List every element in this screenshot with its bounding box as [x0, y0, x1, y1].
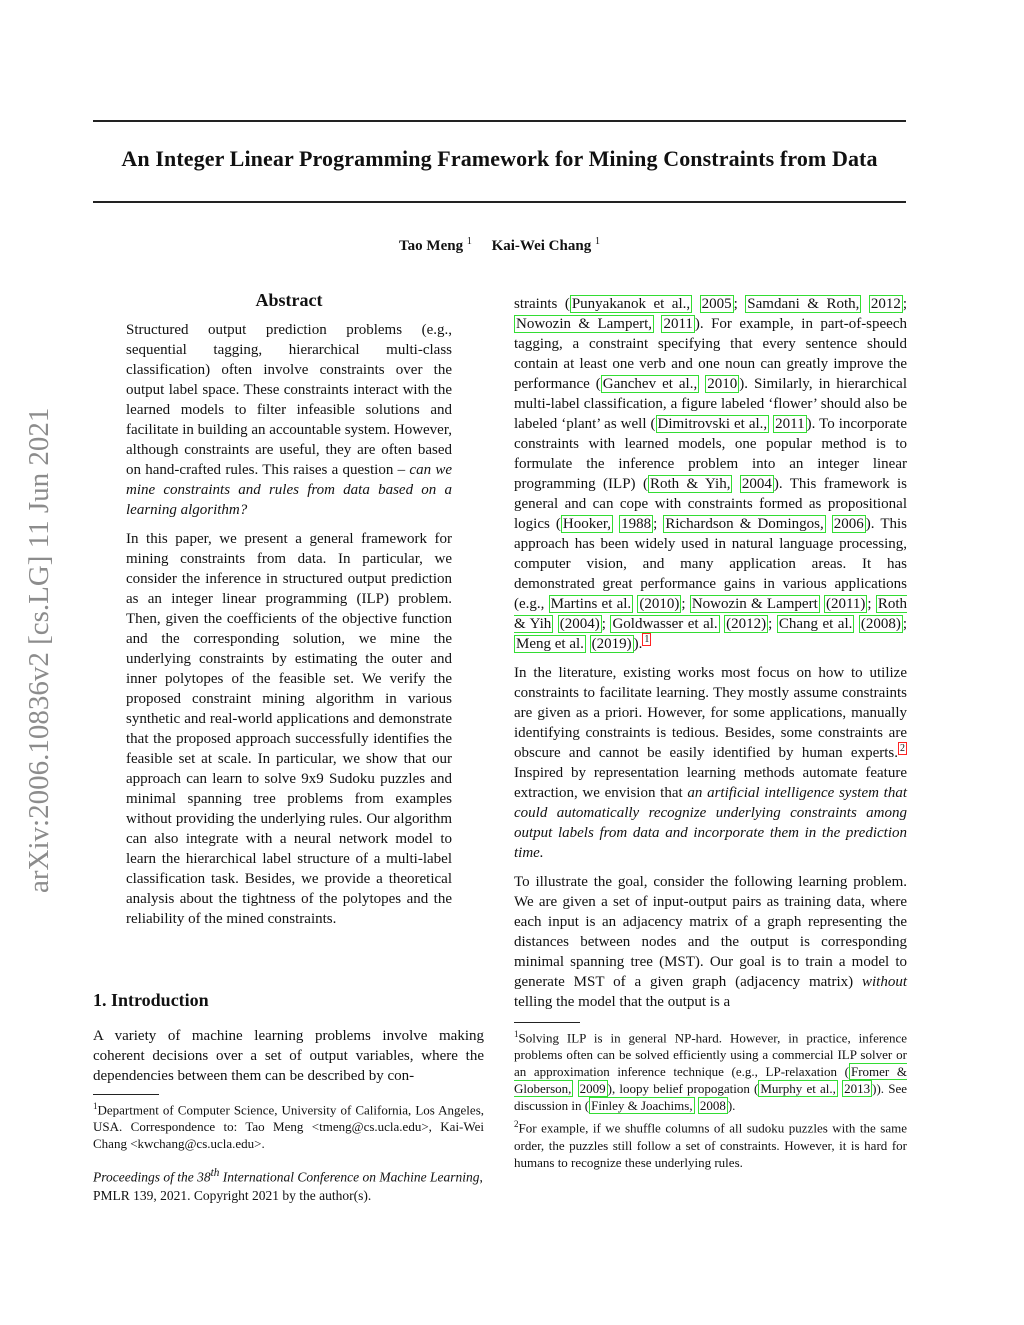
citation-link[interactable]: (2004)	[559, 616, 600, 632]
footnote-item: $^1$Solving ILP is in general NP-hard. However, in practice, inference problems often can be solved efficiently using a commercial ILP solver or an approximation inference technique (e.g., LP-relaxation ( Fromer & Globerson, 2009 ), loopy belief propogation ( Murphy et al., 2013 )). See discussion in ( Finley & Joachims, 2008 ).	[514, 1029, 908, 1114]
abstract-heading: Abstract	[255, 290, 323, 310]
citation-link[interactable]: Richardson & Domingos,	[665, 516, 824, 532]
citation-link[interactable]: Fromer & Globerson,	[514, 1064, 907, 1097]
author: Kai-Wei Chang $^1$	[491, 236, 600, 254]
citation-link[interactable]: (2010)	[639, 596, 680, 612]
citation-link[interactable]: Samdani & Roth,	[747, 296, 860, 312]
citation-link[interactable]: Dimitrovski et al.,	[657, 416, 768, 432]
citation-link[interactable]: Goldwasser et al.	[612, 616, 718, 632]
author-list	[93, 236, 906, 255]
intro-paragraph: A variety of machine learning problems involve making coherent decisions over a set of output variables, where the dependencies between them can be described by con-	[93, 1028, 484, 1084]
citation-link[interactable]: Nowozin & Lampert,	[516, 316, 653, 332]
citation-link[interactable]: 2010	[707, 376, 738, 392]
citation-link[interactable]: Nowozin & Lampert	[691, 596, 818, 612]
abstract-paragraph: Structured output prediction problems (e.g., sequential tagging, hierarchical multi-class classification) often involve constraints over the output label space. These constraints interact with the learned models to filter infeasible solutions and facilitate in building an accountable system. However, although constraints are useful, they are often based on hand-crafted rules. This raises a question – can we mine constraints and rules from data based on a learning algorithm?	[126, 322, 452, 518]
body-paragraph: In the literature, existing works most focus on how to utilize constraints to facilitate learning. They mostly assume constraints are given as a priori. However, for some applications, manually identifying constraints is tedious. Besides, some constraints are obscure and cannot be easily identified by human experts. $^2$ Inspired by representation learning methods automate feature extraction, we envision that an artificial intelligence system that could automatically recognize underlying constraints among output labels from data and incorporate them in the prediction time.	[514, 665, 907, 861]
citation-link[interactable]: 2011	[663, 316, 693, 332]
citation-link[interactable]: Ganchev et al.,	[602, 376, 698, 392]
citation-link[interactable]: 1988	[621, 516, 652, 532]
footnote-ref-link[interactable]: 1	[644, 634, 650, 645]
citation-link[interactable]: (2012)	[726, 616, 767, 632]
citation-link[interactable]: Martins et al.	[550, 596, 632, 612]
citation-link[interactable]: Finley & Joachims,	[591, 1098, 693, 1114]
citation-link[interactable]: 2004	[741, 476, 772, 492]
citation-link[interactable]: 2005	[701, 296, 732, 312]
arxiv-identifier-stamp: arXiv:2006.10836v2 [cs.LG] 11 Jun 2021	[23, 407, 55, 893]
abstract-section	[126, 290, 452, 938]
footnote-rule	[93, 1094, 159, 1095]
title-top-rule	[93, 120, 906, 122]
abstract-paragraph: In this paper, we present a general framework for mining constraints from data. In particular, we consider the inference in structured output prediction as an integer linear programming (ILP) problem. Then, given the coefficients of the objective function and the corresponding solution, we mine the underlying constraints by estimating the outer and inner polytopes of the feasible set. We verify the proposed constraint mining algorithm in various synthetic and real-world applications and demonstrate that the proposed approach successfully identifies the feasible set at scale. In particular, we show that our approach can learn to solve 9x9 Sudoku puzzles and minimal spanning tree problems from examples without providing the underlying rules. Our algorithm can also integrate with a neural network model to learn the hierarchical label structure of a multi-label classification task. Besides, we provide a theoretical analysis about the tightness of the polytopes and the reliability of the mined constraints.	[126, 531, 452, 927]
author: Tao Meng $^1$	[399, 236, 472, 254]
title-bottom-rule	[93, 201, 906, 203]
citation-link[interactable]: (2008)	[860, 616, 901, 632]
right-column	[514, 294, 907, 1021]
citation-link[interactable]: Roth & Yih,	[649, 476, 731, 492]
citation-link[interactable]: 2012	[870, 296, 901, 312]
citation-link[interactable]: Meng et al.	[516, 636, 584, 652]
body-paragraph: To illustrate the goal, consider the following learning problem. We are given a set of input-output pairs as training data, where each input is an adjacency matrix of a graph representing the distances between nodes and the output is corresponding minimal spanning tree (MST). Our goal is to train a model to generate MST of a given graph (adjacency matrix) without telling the model that the output is a	[514, 874, 907, 1010]
citation-link[interactable]: Chang et al.	[778, 616, 853, 632]
footnotes-right	[514, 1026, 907, 1173]
citation-link[interactable]: 2011	[775, 416, 805, 432]
citation-link[interactable]: 2009	[579, 1081, 606, 1097]
citation-link[interactable]: Punyakanok et al.,	[571, 296, 691, 312]
affiliation-footnote: $^1$Department of Computer Science, University of California, Los Angeles, USA. Correspondence to: Tao Meng <tmeng@cs.ucla.edu>, Kai-Wei Chang <kwchang@cs.ucla.edu>.	[93, 1101, 484, 1152]
citation-link[interactable]: Roth & Yih	[514, 596, 908, 632]
citation-link[interactable]: (2019)	[591, 636, 632, 652]
citation-link[interactable]: (2011)	[825, 596, 866, 612]
paper-title: An Integer Linear Programming Framework for Mining Constraints from Data	[121, 146, 878, 171]
footnote-rule	[514, 1022, 580, 1023]
introduction-heading: 1. Introduction	[93, 990, 209, 1010]
citation-link[interactable]: 2008	[699, 1098, 726, 1114]
footnote-item: $^2$For example, if we shuffle columns of all sudoku puzzles with the same order, the puzzles still follow a set of constraints. However, it is hard for humans to recognize these underlying rules.	[514, 1119, 907, 1170]
citation-link[interactable]: 2006	[833, 516, 864, 532]
citation-link[interactable]: Hooker,	[562, 516, 612, 532]
footnote-ref-link[interactable]: 2	[900, 743, 905, 754]
proceedings-note: Proceedings of the 38th International Conference on Machine Learning, PMLR 139, 2021. Copyright 2021 by the author(s).	[93, 1167, 483, 1203]
citation-link[interactable]: 2013	[844, 1081, 871, 1097]
citation-link[interactable]: Murphy et al.,	[760, 1081, 836, 1097]
body-paragraph: straints ( Punyakanok et al., 2005 ; Samdani & Roth, 2012 ; Nowozin & Lampert, 2011 ). For example, in part-of-speech tagging, a constraint specifying that every sentence should contain at least one verb and one noun can greatly improve the performance ( Ganchev et al., 2010 ). Similarly, in hierarchical multi-label classification, a figure labeled ‘flower’ should also be labeled ‘plant’ as well ( Dimitrovski et al., 2011 ). To incorporate constraints with learned models, one popular method is to formulate the inference problem into an integer linear programming (ILP) ( Roth & Yih, 2004 ). This framework is general and can cope with constraints formed as propositional logics ( Hooker, 1988 ; Richardson & Domingos, 2006 ). This approach has been widely used in natural language processing, computer vision, and many application areas. It has demonstrated great performance gains in various applications (e.g., Martins et al. (2010) ; Nowozin & Lampert (2011) ; Roth & Yih (2004) ; Goldwasser et al. (2012) ; Chang et al. (2008) ; Meng et al. (2019) ). $^1$	[514, 296, 908, 652]
